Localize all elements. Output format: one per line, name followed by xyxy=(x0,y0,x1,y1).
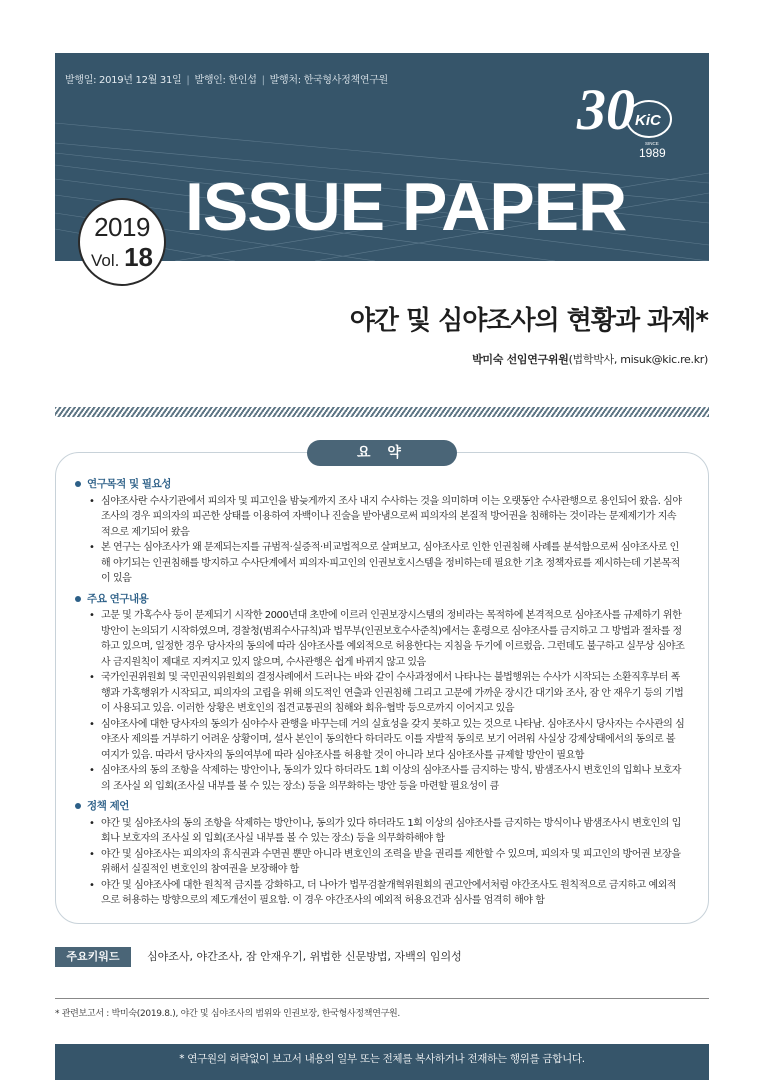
list-item: • 심야조사에 대한 당사자의 동의가 심야수사 관행을 바꾸는데 거의 실효성을 갖지 못하고 있는 것으로 나타남. 심야조사시 당사자는 수사관의 심야조사 제의를 거부하기 어려운 상황이며, 설사 본인이 동의한다 하더라도 이를 자발적 동의로 보기 어려워 사실상 강제상태에서의 동의로 볼 여지가 있음. 따라서 당사자의 동의여부에 따라 심야조사를 허용할 것이 아니라 보다 심야조사를 규제할 방안이 필요함 xyxy=(89,718,685,761)
list-item: • 본 연구는 심야조사가 왜 문제되는지를 규범적·실증적·비교법적으로 살펴보고, 심야조사로 인한 인권침해 사례를 분석함으로써 심야조사로 인해 야기되는 인권침해를 방지하고 수사단계에서 피의자·피고인의 인권보호시스템을 정비하는데 필요한 기초 정책자료를 제시하는데 기본목적이 있음 xyxy=(89,542,680,584)
issuer: 발행처: 한국형사정책연구원 xyxy=(269,75,388,86)
hatched-divider xyxy=(55,407,709,417)
logo-org: KiC xyxy=(635,112,661,129)
paper-title: 야간 및 심야조사의 현황과 과제* xyxy=(349,306,708,336)
bullet-dot-icon xyxy=(75,803,81,809)
keywords-bar xyxy=(55,947,709,967)
list-item: • 야간 및 심야조사는 피의자의 휴식권과 수면권 뿐만 아니라 변호인의 조력을 받을 권리를 제한할 수 있으며, 피의자 및 피고인의 방어권 보장을 위해서 실질적인 변호인의 참여권을 보장해야 함 xyxy=(89,848,681,875)
keywords-text: 심야조사, 야간조사, 잠 안재우기, 위법한 신문방법, 자백의 임의성 xyxy=(147,950,462,963)
list-item: • 심야조사의 동의 조항을 삭제하는 방안이나, 동의가 있다 하더라도 1회 이상의 심야조사를 금지하는 방식, 밤샘조사시 변호인의 입회나 보호자의 조사실 외 입회(조사실 내부를 볼 수 있는 장소) 등을 의무화하는 방안 등을 마련할 필요성이 큼 xyxy=(89,765,681,792)
footnote-divider xyxy=(55,998,709,999)
copyright-notice: * 연구원의 허락없이 보고서 내용의 일부 또는 전체를 복사하거나 전재하는 행위를 금합니다. xyxy=(55,1044,709,1080)
keywords-label: 주요키워드 xyxy=(55,947,131,967)
list-item: • 심야조사란 수사기관에서 피의자 및 피고인을 밤늦게까지 조사 내지 수사하는 것을 의미하며 이는 오랫동안 수사관행으로 용인되어 왔음. 심야조사의 경우 피의자의 피곤한 상태를 이용하여 자백이나 진술을 받아냄으로써 피의자의 본질적 방어권을 침해하는 것이라는 문제제기가 지속적으로 제기되어 왔음 xyxy=(89,495,682,538)
logo-number: 30 xyxy=(577,77,635,142)
section-heading-research: 주요 연구내용 xyxy=(75,592,685,608)
issue-paper-title: ISSUE PAPER xyxy=(185,169,627,245)
kic-30th-anniversary-logo xyxy=(575,71,685,161)
list-item: • 야간 및 심야조사의 동의 조항을 삭제하는 방안이나, 동의가 있다 하더라도 1회 이상의 심야조사를 금지하는 방식이나 밤샘조사시 변호인의 입회나 보호자의 조사실 외 입회(조사실 내부를 볼 수 있는 장소) 등을 의무화하해야 함 xyxy=(89,817,681,844)
list-item: • 야간 및 심야조사에 대한 원칙적 금지를 강화하고, 더 나아가 법무검찰개혁위원회의 권고안에서처럼 야간조사도 원칙적으로 금지하고 예외적으로 허용하는 방향으로의 제도개선이 필요함. 이 경우 야간조사의 예외적 허용요건과 심사를 엄격히 해야 함 xyxy=(89,879,677,906)
list-item: • 국가인권위원회 및 국민권익위원회의 결정사례에서 드러나는 바와 같이 수사과정에서 나타나는 불법행위는 수사가 시작되는 소환직후부터 폭행과 가혹행위가 시작되고, 피의자의 고립을 위해 의도적인 연출과 인권침해 그리고 고문에 가까운 장시간 대기와 조사, 잠 안 재우기 등의 기법이 사용되고 있음. 이러한 상황은 변호인의 접견교통권의 침해와 회유·협박 등으로까지 이어지고 있음 xyxy=(89,672,684,714)
publication-meta: 발행일: 2019년 12월 31일 | 발행인: 한인섭 | 발행처: 한국형사정책연구원 xyxy=(65,75,388,86)
summary-content xyxy=(75,472,685,909)
badge-vol-number: 18 xyxy=(124,242,153,272)
logo-since-year: 1989 xyxy=(639,146,666,160)
summary-label: 요 약 xyxy=(307,440,457,466)
publisher: 발행인: 한인섭 xyxy=(194,75,257,86)
section-heading-purpose: 연구목적 및 필요성 xyxy=(75,477,685,493)
bullet-dot-icon xyxy=(75,596,81,602)
footnote: * 관련보고서 : 박미숙(2019.8.), 야간 및 심야조사의 범위와 인권보장, 한국형사정책연구원. xyxy=(55,1009,400,1019)
badge-vol-prefix: Vol. xyxy=(90,251,120,270)
section-heading-policy: 정책 제언 xyxy=(75,799,685,815)
badge-year: 2019 xyxy=(94,212,150,242)
badge-volume xyxy=(80,244,164,270)
author-line xyxy=(472,351,708,367)
bullet-dot-icon xyxy=(75,481,81,487)
publish-date: 발행일: 2019년 12월 31일 xyxy=(65,75,182,86)
logo-since-label: SINCE xyxy=(645,141,659,146)
author-name: 박미숙 선임연구위원 xyxy=(472,353,569,366)
volume-badge xyxy=(78,198,166,286)
author-info: (법학박사, misuk@kic.re.kr) xyxy=(568,353,708,366)
list-item: • 고문 및 가혹수사 등이 문제되기 시작한 2000년대 초반에 이르러 인권보장시스템의 정비라는 목적하에 본격적으로 심야조사를 규제하기 위한 방안이 논의되기 시작하였으며, 경찰청(범죄수사규칙)과 법무부(인권보호수사준칙)에서는 훈령으로 심야조사를 금지하고 그 방법과 절차를 정하고 있으며, 일정한 경우 당사자의 동의에 따라 심야조사를 예외적으로 허용한다는 지침을 두기에 이르렀음. 그런데도 불구하고 실무상 심야조사 금지원칙이 제대로 지켜지고 있지 않으며, 수사관행은 쉽게 바뀌지 않고 있음 xyxy=(89,610,685,668)
